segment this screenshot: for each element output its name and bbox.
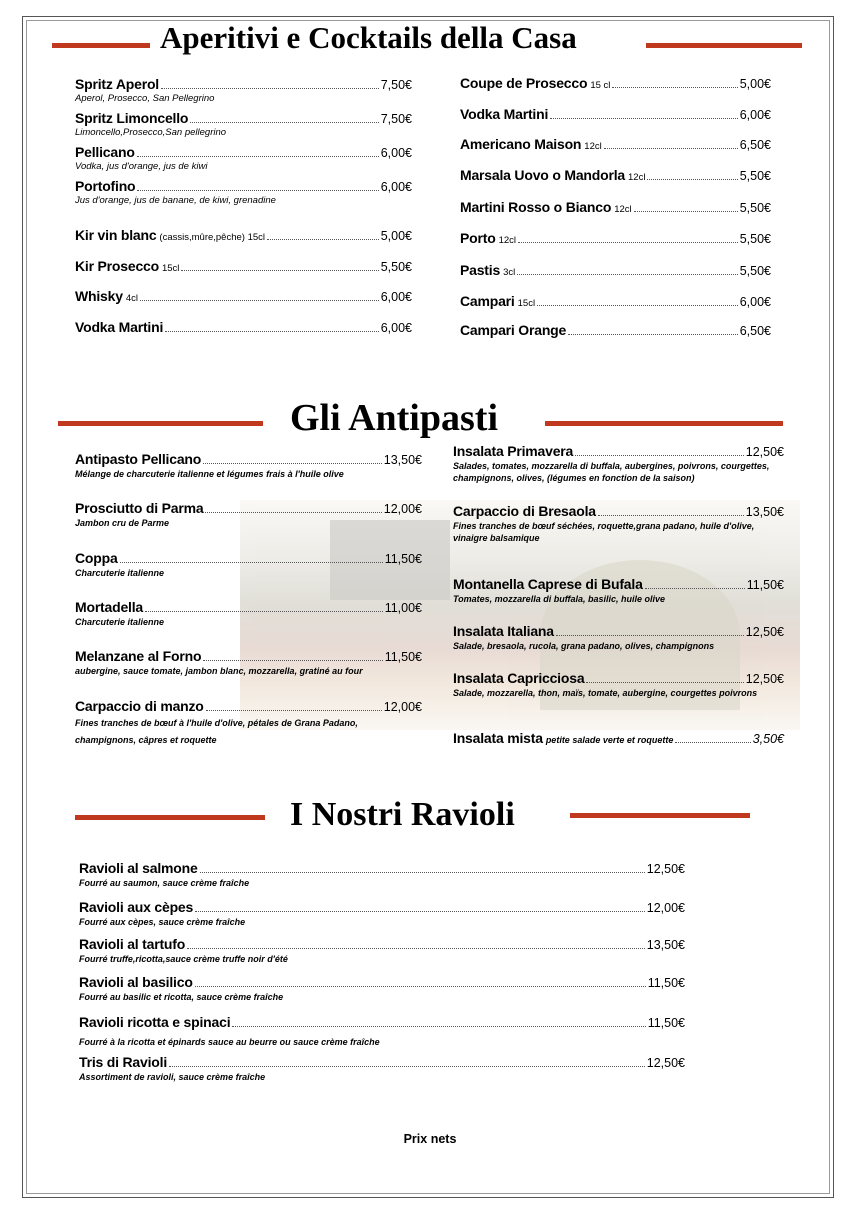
item-price: 12,50€ bbox=[745, 445, 784, 459]
item-description: Limoncello,Prosecco,San pellegrino bbox=[75, 127, 227, 138]
item-description: Salades, tomates, mozzarella di buffala, aubergines, poivrons, courgettes, champignons, olives, (légumes en fonction de la saison) bbox=[453, 461, 770, 483]
item-qualifier: (cassis,mûre,pêche) 15cl bbox=[159, 232, 266, 243]
item-price: 5,50€ bbox=[739, 169, 771, 183]
heading-bar-left bbox=[58, 421, 263, 426]
item-price: 12,50€ bbox=[745, 625, 784, 639]
antipasti-left-item bbox=[75, 599, 422, 628]
item-name: Insalata Italiana bbox=[453, 623, 554, 639]
antipasti-left-item bbox=[75, 550, 422, 579]
item-name: Americano Maison bbox=[460, 136, 582, 152]
item-name: Insalata Capricciosa bbox=[453, 670, 585, 686]
item-name: Ravioli al tartufo bbox=[79, 936, 186, 952]
item-description: aubergine, sauce tomate, jambon blanc, mozzarella, gratiné au four bbox=[75, 666, 363, 676]
item-description: Salade, bresaola, rucola, grana padano, olives, champignons bbox=[453, 641, 715, 651]
item-price: 5,00€ bbox=[380, 229, 412, 243]
item-description: Fourré aux cèpes, sauce crème fraîche bbox=[79, 917, 246, 927]
item-price: 5,50€ bbox=[739, 232, 771, 246]
item-name: Pellicano bbox=[75, 144, 135, 160]
item-qualifier: 4cl bbox=[125, 293, 138, 304]
item-price: 11,50€ bbox=[746, 578, 784, 592]
item-price: 7,50€ bbox=[380, 78, 412, 92]
item-name: Montanella Caprese di Bufala bbox=[453, 576, 643, 592]
item-name: Portofino bbox=[75, 178, 136, 194]
item-description: Jus d'orange, jus de banane, de kiwi, grenadine bbox=[75, 195, 276, 206]
item-qualifier: 12cl bbox=[614, 204, 632, 215]
item-name: Spritz Limoncello bbox=[75, 110, 189, 126]
item-description: Fines tranches de bœuf séchées, roquette,grana padano, huile d'olive, vinaigre balsamique bbox=[453, 521, 755, 543]
heading-bar-left bbox=[75, 815, 265, 820]
antipasti-right-item bbox=[453, 730, 784, 746]
heading-bar-left bbox=[52, 43, 150, 48]
ravioli-item bbox=[79, 936, 685, 965]
ravioli-item bbox=[79, 899, 685, 928]
aperitivi-right-item bbox=[460, 167, 771, 183]
item-name: Campari bbox=[460, 293, 515, 309]
footer-prix-nets: Prix nets bbox=[403, 1132, 457, 1146]
ravioli-item bbox=[79, 1014, 685, 1048]
item-name: Ravioli ricotta e spinaci bbox=[79, 1014, 231, 1030]
item-name: Antipasto Pellicano bbox=[75, 451, 202, 467]
item-qualifier: 15cl bbox=[517, 298, 536, 309]
item-name: Coupe de Prosecco bbox=[460, 75, 588, 91]
item-price: 6,00€ bbox=[380, 180, 412, 194]
item-qualifier: 12cl bbox=[628, 172, 646, 183]
item-description: Fines tranches de bœuf à l'huile d'olive, pétales de Grana Padano, champignons, câpres et roquette bbox=[75, 718, 358, 745]
item-price: 12,00€ bbox=[646, 901, 685, 915]
item-description: Fourré truffe,ricotta,sauce crème truffe noir d'été bbox=[79, 954, 288, 964]
heading-bar-right bbox=[545, 421, 783, 426]
item-description: Aperol, Prosecco, San Pellegrino bbox=[75, 93, 215, 104]
item-price: 13,50€ bbox=[383, 453, 422, 467]
ravioli-item bbox=[79, 974, 685, 1003]
aperitivi-right-item bbox=[460, 199, 771, 215]
item-price: 12,00€ bbox=[383, 502, 422, 516]
antipasti-right-item bbox=[453, 670, 784, 699]
item-price: 11,00€ bbox=[384, 601, 422, 615]
item-price: 6,50€ bbox=[739, 324, 771, 338]
heading-bar-right bbox=[646, 43, 802, 48]
item-price: 13,50€ bbox=[745, 505, 784, 519]
item-description: Charcuterie italienne bbox=[75, 568, 165, 578]
item-name: Ravioli al basilico bbox=[79, 974, 193, 990]
aperitivi-left-item bbox=[75, 227, 412, 243]
item-price: 5,50€ bbox=[739, 201, 771, 215]
item-name: Melanzane al Forno bbox=[75, 648, 202, 664]
item-price: 6,00€ bbox=[739, 108, 771, 122]
antipasti-left-item bbox=[75, 500, 422, 529]
item-name: Carpaccio di manzo bbox=[75, 698, 204, 714]
item-name: Insalata Primavera bbox=[453, 443, 574, 459]
section-title-aperitivi: Aperitivi e Cocktails della Casa bbox=[160, 20, 577, 55]
aperitivi-right-item bbox=[460, 230, 771, 246]
item-name: Porto bbox=[460, 230, 496, 246]
item-qualifier: 15cl bbox=[161, 263, 180, 274]
section-title-antipasti: Gli Antipasti bbox=[290, 397, 498, 439]
aperitivi-right-item bbox=[460, 75, 771, 91]
item-price: 6,00€ bbox=[380, 321, 412, 335]
item-price: 5,50€ bbox=[380, 260, 412, 274]
item-name: Marsala Uovo o Mandorla bbox=[460, 167, 625, 183]
aperitivi-right-item bbox=[460, 262, 771, 278]
antipasti-right-item bbox=[453, 623, 784, 652]
antipasti-left-item bbox=[75, 451, 422, 480]
aperitivi-right-item bbox=[460, 322, 771, 338]
item-price: 6,00€ bbox=[739, 295, 771, 309]
item-name: Spritz Aperol bbox=[75, 76, 159, 92]
aperitivi-left-item bbox=[75, 178, 412, 207]
aperitivi-right-item bbox=[460, 106, 771, 122]
item-price: 6,00€ bbox=[380, 146, 412, 160]
item-price: 12,50€ bbox=[646, 862, 685, 876]
aperitivi-right-item bbox=[460, 293, 771, 309]
item-description: Charcuterie italienne bbox=[75, 617, 165, 627]
item-description: Salade, mozzarella, thon, maïs, tomate, aubergine, courgettes poivrons bbox=[453, 688, 758, 698]
item-description: Fourré au basilic et ricotta, sauce crème fraîche bbox=[79, 992, 284, 1002]
item-price: 3,50€ bbox=[752, 732, 784, 746]
antipasti-right-item bbox=[453, 503, 784, 544]
item-name: Mortadella bbox=[75, 599, 144, 615]
aperitivi-left-item bbox=[75, 258, 412, 274]
item-name: Carpaccio di Bresaola bbox=[453, 503, 596, 519]
item-price: 7,50€ bbox=[380, 112, 412, 126]
item-name: Insalata mista bbox=[453, 730, 543, 746]
item-price: 12,50€ bbox=[745, 672, 784, 686]
item-description: Jambon cru de Parme bbox=[75, 518, 170, 528]
item-price: 12,50€ bbox=[646, 1056, 685, 1070]
antipasti-right-item bbox=[453, 576, 784, 605]
aperitivi-left-item bbox=[75, 110, 412, 139]
aperitivi-left-item bbox=[75, 319, 412, 335]
antipasti-left-item bbox=[75, 648, 422, 677]
item-name: Pastis bbox=[460, 262, 501, 278]
aperitivi-left-item bbox=[75, 76, 412, 105]
item-price: 11,50€ bbox=[384, 650, 422, 664]
item-qualifier: 3cl bbox=[503, 267, 516, 278]
item-name: Ravioli aux cèpes bbox=[79, 899, 194, 915]
item-qualifier: petite salade verte et roquette bbox=[545, 735, 674, 745]
item-description: Fourré au saumon, sauce crème fraîche bbox=[79, 878, 250, 888]
item-price: 11,50€ bbox=[647, 976, 685, 990]
item-name: Coppa bbox=[75, 550, 118, 566]
item-price: 13,50€ bbox=[646, 938, 685, 952]
antipasti-left-item bbox=[75, 698, 422, 749]
item-name: Ravioli al salmone bbox=[79, 860, 198, 876]
item-qualifier: 15 cl bbox=[590, 80, 611, 91]
item-name: Whisky bbox=[75, 288, 123, 304]
ravioli-item bbox=[79, 1054, 685, 1083]
item-price: 6,00€ bbox=[380, 290, 412, 304]
item-price: 5,50€ bbox=[739, 264, 771, 278]
item-qualifier: 12cl bbox=[584, 141, 602, 152]
section-title-ravioli: I Nostri Ravioli bbox=[290, 796, 515, 833]
ravioli-item bbox=[79, 860, 685, 889]
item-description: Fourré à la ricotta et épinards sauce au beurre ou sauce crème fraîche bbox=[79, 1037, 380, 1047]
item-name: Vodka Martini bbox=[460, 106, 549, 122]
item-name: Martini Rosso o Bianco bbox=[460, 199, 612, 215]
item-price: 12,00€ bbox=[383, 700, 422, 714]
item-price: 5,00€ bbox=[739, 77, 771, 91]
item-price: 11,50€ bbox=[647, 1016, 685, 1030]
item-qualifier: 12cl bbox=[498, 235, 516, 246]
item-name: Tris di Ravioli bbox=[79, 1054, 168, 1070]
item-price: 11,50€ bbox=[384, 552, 422, 566]
item-description: Assortiment de ravioli, sauce crème fraîche bbox=[79, 1072, 266, 1082]
item-name: Prosciutto di Parma bbox=[75, 500, 204, 516]
item-description: Vodka, jus d'orange, jus de kiwi bbox=[75, 161, 208, 172]
aperitivi-left-item bbox=[75, 144, 412, 173]
item-name: Kir Prosecco bbox=[75, 258, 159, 274]
item-price: 6,50€ bbox=[739, 138, 771, 152]
item-name: Vodka Martini bbox=[75, 319, 164, 335]
aperitivi-right-item bbox=[460, 136, 771, 152]
heading-bar-right bbox=[570, 813, 750, 818]
item-description: Mélange de charcuterie italienne et légumes frais à l'huile olive bbox=[75, 469, 344, 479]
antipasti-right-item bbox=[453, 443, 784, 484]
item-name: Kir vin blanc bbox=[75, 227, 157, 243]
item-description: Tomates, mozzarella di buffala, basilic, huile olive bbox=[453, 594, 666, 604]
item-name: Campari Orange bbox=[460, 322, 567, 338]
aperitivi-left-item bbox=[75, 288, 412, 304]
